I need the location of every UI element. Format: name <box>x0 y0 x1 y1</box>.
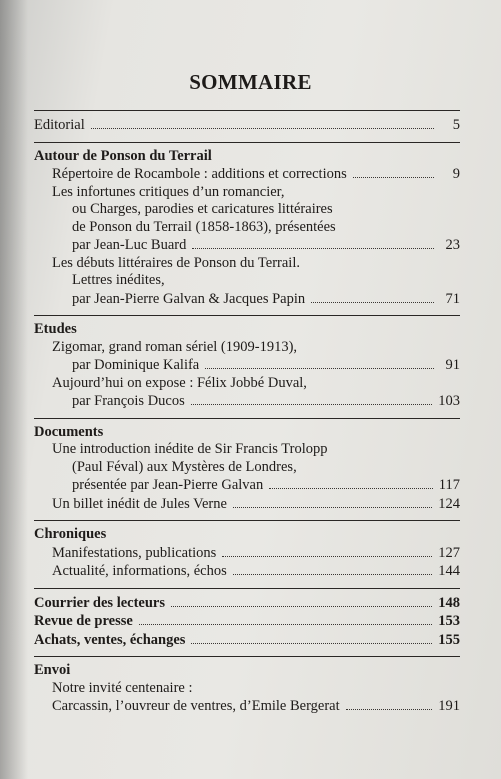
entry-line: Aujourd’hui on expose : Félix Jobbé Duval, <box>52 374 307 391</box>
entry-title: Editorial <box>34 117 85 133</box>
page-number: 23 <box>445 237 460 253</box>
page-number: 191 <box>438 698 460 714</box>
page-number: 103 <box>438 393 460 409</box>
toc-entry <box>34 392 460 411</box>
toc-entry <box>34 544 460 563</box>
table-of-contents <box>34 110 460 723</box>
entry-author: par Jean-Luc Buard <box>72 237 187 253</box>
dot-leader <box>346 697 433 710</box>
entry-author: par Dominique Kalifa <box>72 357 200 373</box>
entry-author: présentée par Jean-Pierre Galvan <box>72 477 264 493</box>
toc-section-chroniques <box>34 521 460 588</box>
toc-section-envoi <box>34 657 460 723</box>
toc-entry <box>34 594 460 613</box>
page-number: 153 <box>438 613 460 629</box>
toc-editorial <box>34 111 460 142</box>
entry-line: Notre invité centenaire : <box>52 679 193 696</box>
dot-leader <box>222 544 432 557</box>
entry-title: Courrier des lecteurs <box>34 594 165 611</box>
dot-leader <box>91 116 434 129</box>
entry-title: Un billet inédit de Jules Verne <box>52 495 227 512</box>
dot-leader <box>233 495 432 508</box>
page-number: 155 <box>438 631 460 648</box>
dot-leader <box>191 631 432 644</box>
page-number: 91 <box>445 357 460 373</box>
toc-section-documents <box>34 419 460 521</box>
page-number: 9 <box>452 166 460 182</box>
section-heading: Autour de Ponson du Terrail <box>34 147 212 164</box>
dot-leader <box>353 165 434 178</box>
entry-line: Une introduction inédite de Sir Francis Trolopp <box>52 441 328 457</box>
toc-entry <box>34 290 460 309</box>
toc-entry <box>34 697 460 716</box>
toc-entry <box>34 236 460 255</box>
entry-line: Les infortunes critiques d’un romancier, <box>52 183 285 200</box>
dot-leader <box>233 562 432 575</box>
entry-line: de Ponson du Terrail (1858-1863), présentées <box>72 218 336 235</box>
dot-leader <box>205 356 434 369</box>
entry-title: Manifestations, publications <box>52 544 217 561</box>
entry-title: Achats, ventes, échanges <box>34 631 186 648</box>
toc-section-etudes <box>34 316 460 418</box>
toc-entry <box>34 356 460 375</box>
entry-title: Carcassin, l’ouvreur de ventres, d’Emile Bergerat <box>52 698 340 714</box>
entry-line: Les débuts littéraires de Ponson du Terrail. <box>52 254 300 271</box>
toc-entry <box>34 495 460 514</box>
dot-leader <box>311 290 434 303</box>
page-number: 5 <box>452 117 460 133</box>
section-heading: Documents <box>34 423 104 440</box>
dot-leader <box>191 392 432 405</box>
toc-section-misc <box>34 589 460 657</box>
page-number: 117 <box>438 477 460 493</box>
entry-author: par François Ducos <box>72 393 185 409</box>
page-number: 127 <box>438 544 460 561</box>
page-number: 71 <box>445 290 460 307</box>
entry-title: Actualité, informations, échos <box>52 563 227 579</box>
dot-leader <box>192 236 434 249</box>
toc-section-autour <box>34 143 460 316</box>
dot-leader <box>139 612 432 625</box>
dot-leader <box>171 594 432 607</box>
page-number: 144 <box>438 563 460 579</box>
entry-title: Répertoire de Rocambole : additions et corrections <box>52 166 347 182</box>
page-number: 124 <box>438 495 460 512</box>
entry-author: par Jean-Pierre Galvan & Jacques Papin <box>72 290 306 307</box>
page-binding-shadow <box>0 0 28 779</box>
section-heading: Etudes <box>34 321 77 337</box>
toc-entry <box>34 612 460 631</box>
entry-line: (Paul Féval) aux Mystères de Londres, <box>72 458 297 475</box>
page-title: SOMMAIRE <box>189 70 312 94</box>
dot-leader <box>269 476 433 489</box>
toc-entry <box>34 631 460 650</box>
entry-line: Lettres inédites, <box>72 272 165 288</box>
toc-entry <box>34 116 460 135</box>
toc-entry <box>34 476 460 495</box>
entry-line: ou Charges, parodies et caricatures littéraires <box>72 201 333 217</box>
entry-line: Zigomar, grand roman sériel (1909-1913), <box>52 338 298 355</box>
entry-title: Revue de presse <box>34 613 133 629</box>
toc-entry <box>34 562 460 581</box>
section-heading: Chroniques <box>34 526 107 542</box>
toc-entry <box>34 165 460 184</box>
page-number: 148 <box>438 594 460 611</box>
section-heading: Envoi <box>34 662 71 678</box>
